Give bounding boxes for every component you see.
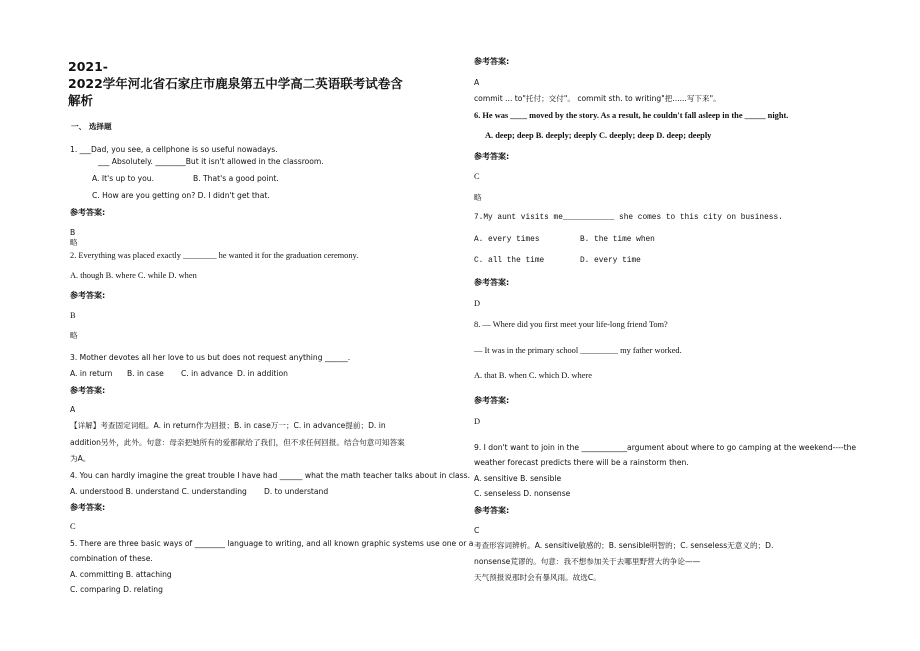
q9-explanation-line3: 天气预报说那时会有暴风雨。故选C。 — [474, 573, 601, 582]
q9-options-cd: C. senseless D. nonsense — [474, 489, 571, 498]
q1-note: 略 — [70, 238, 78, 247]
q9-answer-label: 参考答案: — [474, 506, 510, 515]
q3-explanation-line3: 为A。 — [70, 454, 91, 463]
q1-stem-line2: ___ Absolutely. ________But it isn't allowed in the classroom. — [98, 157, 324, 166]
q9-explanation-line2: nonsense荒谬的。句意：我不想参加关于去哪里野营大的争论—— — [474, 557, 701, 566]
q3-explanation-line1: 【详解】考查固定词组。A. in return作为回报；B. in case万一；C. in advance提前；D. in — [70, 421, 386, 430]
q7-option-a: A. every times — [474, 236, 540, 244]
q4-option-d: D. to understand — [264, 487, 329, 496]
q8-answer-label: 参考答案: — [474, 396, 510, 405]
q9-stem-line1: 9. I don't want to join in the ____________argument about where to go camping at the weekend----the — [474, 443, 857, 452]
q7-answer: D — [474, 299, 481, 308]
q6-stem-rest: moved by the story. As a result, he couldn't fall asleep in the _____ night. — [529, 111, 789, 120]
q3-stem: 3. Mother devotes all her love to us but does not request anything ______. — [70, 353, 351, 362]
doc-title-line2: 2022学年河北省石家庄市鹿泉第五中学高二英语联考试卷含 — [68, 76, 403, 91]
q3-option-d: D. in addition — [237, 369, 288, 378]
q3-option-c: C. in advance — [181, 369, 233, 378]
q3-answer: A — [70, 405, 76, 414]
q5-answer-label: 参考答案: — [474, 57, 510, 66]
q6-stem — [474, 112, 788, 120]
q9-answer: C — [474, 526, 480, 535]
q1-option-a: A. It's up to you. — [92, 174, 155, 183]
q1-option-cd: C. How are you getting on? D. I didn't get that. — [92, 191, 270, 200]
q9-stem-line2: weather forecast predicts there will be a rainstorm then. — [474, 458, 689, 467]
q6-options: A. deep; deep B. deeply; deeply C. deeply; deep D. deep; deeply — [485, 131, 712, 140]
q1-answer-label: 参考答案: — [70, 208, 106, 217]
q1-answer: B — [70, 228, 76, 237]
q2-answer: B — [70, 311, 76, 320]
q8-answer: D — [474, 417, 481, 426]
section-heading: 一、 选择题 — [71, 122, 112, 131]
q7-stem: 7.My aunt visits me___________ she comes to this city on business. — [474, 214, 783, 222]
q3-option-a: A. in return — [70, 369, 113, 378]
q5-options-cd: C. comparing D. relating — [70, 585, 163, 594]
q1-stem-line1: 1. ___Dad, you see, a cellphone is so useful nowadays. — [70, 145, 278, 154]
q2-options: A. though B. where C. while D. when — [70, 271, 197, 280]
q4-options-abc: A. understood B. understand C. understanding — [70, 487, 247, 496]
q5-stem-line1: 5. There are three basic ways of ________ language to writing, and all known graphic systems use one or a — [70, 539, 474, 548]
q1-option-b: B. That's a good point. — [193, 174, 279, 183]
q8-stem-line2: — It was in the primary school _________ my father worked. — [474, 346, 682, 355]
q3-answer-label: 参考答案: — [70, 386, 106, 395]
doc-title-line3: 解析 — [68, 93, 94, 108]
q9-explanation-line1: 考查形容词辨析。A. sensitive敏感的；B. sensible明智的；C. senseless无意义的；D. — [474, 541, 774, 550]
q8-stem-line1: 8. — Where did you first meet your life-long friend Tom? — [474, 320, 668, 329]
q6-answer-label: 参考答案: — [474, 152, 510, 161]
q4-stem: 4. You can hardly imagine the great trouble I have had ______ what the math teacher talks about in class. — [70, 471, 470, 480]
q3-option-b: B. in case — [127, 369, 164, 378]
q7-option-d: D. every time — [580, 257, 641, 265]
q6-note: 略 — [474, 193, 482, 202]
q9-options-ab: A. sensitive B. sensible — [474, 474, 562, 483]
q8-options: A. that B. when C. which D. where — [474, 371, 592, 380]
q2-note: 略 — [70, 331, 78, 340]
q5-answer: A — [474, 78, 480, 87]
q3-explanation-line2: addition另外，此外。句意：母亲把她所有的爱都献给了我们，但不求任何回报。结合句意可知答案 — [70, 438, 405, 447]
q2-answer-label: 参考答案: — [70, 291, 106, 300]
q5-stem-line2: combination of these. — [70, 554, 153, 563]
q4-answer: C — [70, 522, 76, 531]
q7-answer-label: 参考答案: — [474, 278, 510, 287]
q6-answer: C — [474, 172, 480, 181]
q5-explanation: commit ... to"托付；交付"。 commit sth. to writing"把......写下来"。 — [474, 94, 721, 103]
q7-option-b: B. the time when — [580, 236, 655, 244]
q5-options-ab: A. committing B. attaching — [70, 570, 172, 579]
q7-option-c: C. all the time — [474, 257, 545, 265]
doc-title-line1: 2021- — [68, 59, 108, 74]
q6-stem-start: 6. He was ____ — [474, 111, 530, 120]
q2-stem: 2. Everything was placed exactly ________ he wanted it for the graduation ceremony. — [70, 251, 359, 260]
q4-answer-label: 参考答案: — [70, 503, 106, 512]
